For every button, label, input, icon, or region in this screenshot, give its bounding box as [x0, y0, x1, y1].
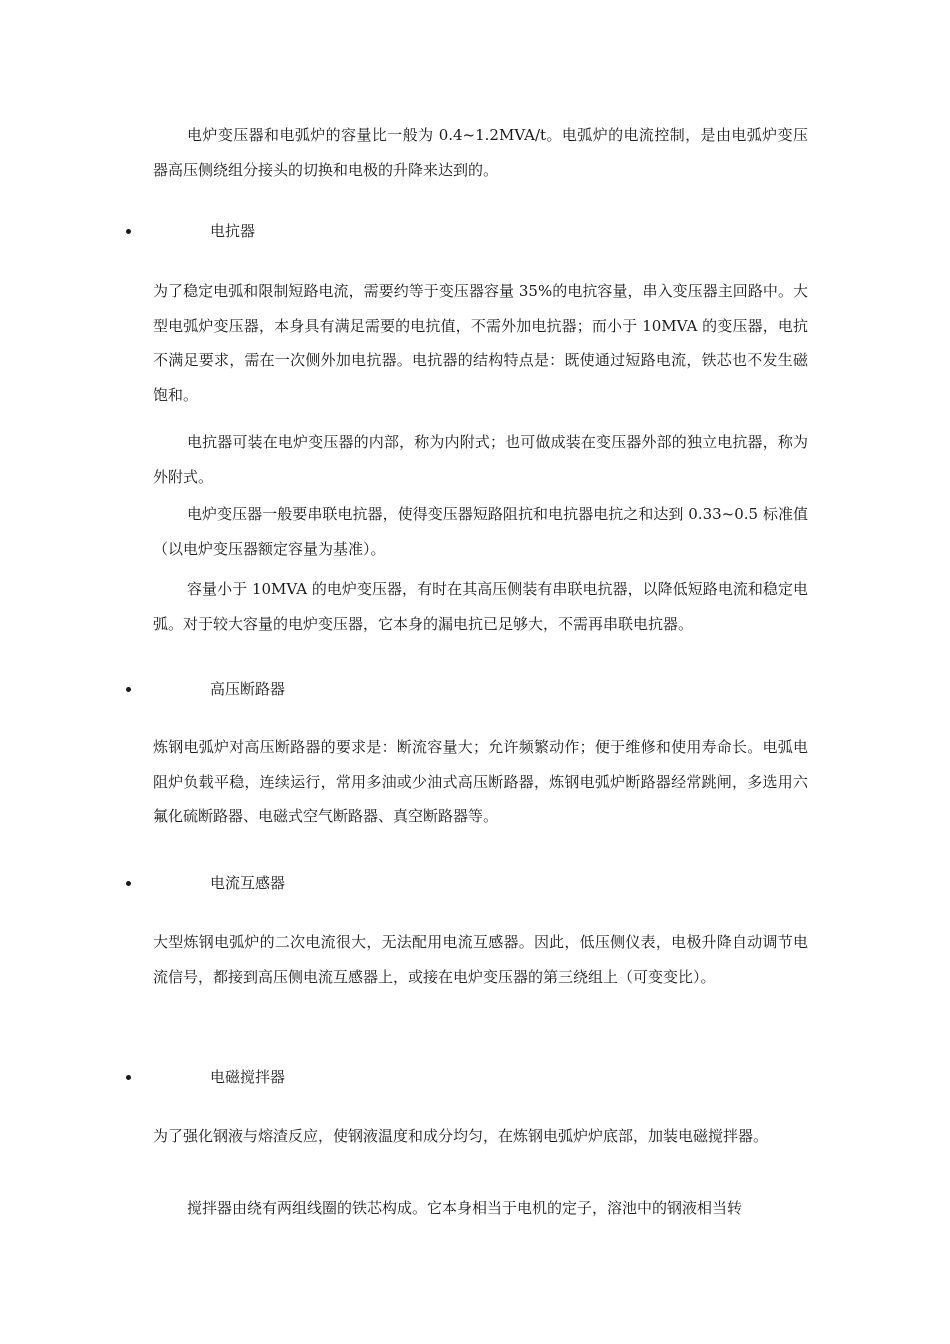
bullet-label: 电抗器	[210, 222, 256, 240]
paragraph-small-capacity: 容量小于 10MVA 的电炉变压器，有时在其高压侧装有串联电抗器，以降低短路电流和稳定电弧。对于较大容量的电炉变压器，它本身的漏电抗已足够大，不需再串联电抗器。	[153, 580, 808, 633]
bullet-label: 电磁搅拌器	[210, 1068, 286, 1086]
paragraph-reactor-mounting: 电抗器可装在电炉变压器的内部，称为内附式；也可做成装在变压器外部的独立电抗器，称为外附式。	[153, 433, 808, 486]
bullet-dot-icon	[126, 229, 131, 234]
paragraph-reactor-purpose: 为了稳定电弧和限制短路电流，需要约等于变压器容量 35%的电抗容量，串入变压器主回路中。大型电弧炉变压器，本身具有满足需要的电抗值，不需外加电抗器；而小于 10MVA 的变压器，电抗不满足要求，需在一次侧外加电抗器。电抗器的结构特点是：既使通过短路电流，铁芯也不发生磁饱和。	[153, 282, 808, 404]
paragraph-series-reactor: 电炉变压器一般要串联电抗器，使得变压器短路阻抗和电抗器电抗之和达到 0.33~0.5 标准值（以电炉变压器额定容量为基准）。	[153, 505, 808, 558]
bullet-label: 高压断路器	[210, 680, 286, 698]
paragraph-current-transformer: 大型炼钢电弧炉的二次电流很大，无法配用电流互感器。因此，低压侧仪表，电极升降自动调节电流信号，都接到高压侧电流互感器上，或接在电炉变压器的第三绕组上（可变变比）。	[153, 933, 808, 986]
bullet-dot-icon	[126, 687, 131, 692]
paragraph-breaker-requirements: 炼钢电弧炉对高压断路器的要求是：断流容量大；允许频繁动作；便于维修和使用寿命长。电弧电阻炉负载平稳，连续运行，常用多油或少油式高压断路器，炼钢电弧炉断路器经常跳闸，多选用六氟化硫断路器、电磁式空气断路器、真空断路器等。	[153, 738, 808, 825]
bullet-dot-icon	[126, 1075, 131, 1080]
paragraph-stirrer-purpose: 为了强化钢液与熔渣反应，使钢液温度和成分均匀，在炼钢电弧炉炉底部，加装电磁搅拌器。	[153, 1127, 769, 1145]
paragraph-transformer-capacity: 电炉变压器和电弧炉的容量比一般为 0.4~1.2MVA/t。电弧炉的电流控制，是由电弧炉变压器高压侧绕组分接头的切换和电极的升降来达到的。	[153, 126, 808, 179]
bullet-label: 电流互感器	[210, 874, 286, 892]
paragraph-stirrer-structure: 搅拌器由绕有两组线圈的铁芯构成。它本身相当于电机的定子，溶池中的钢液相当转	[187, 1199, 743, 1217]
bullet-dot-icon	[126, 881, 131, 886]
